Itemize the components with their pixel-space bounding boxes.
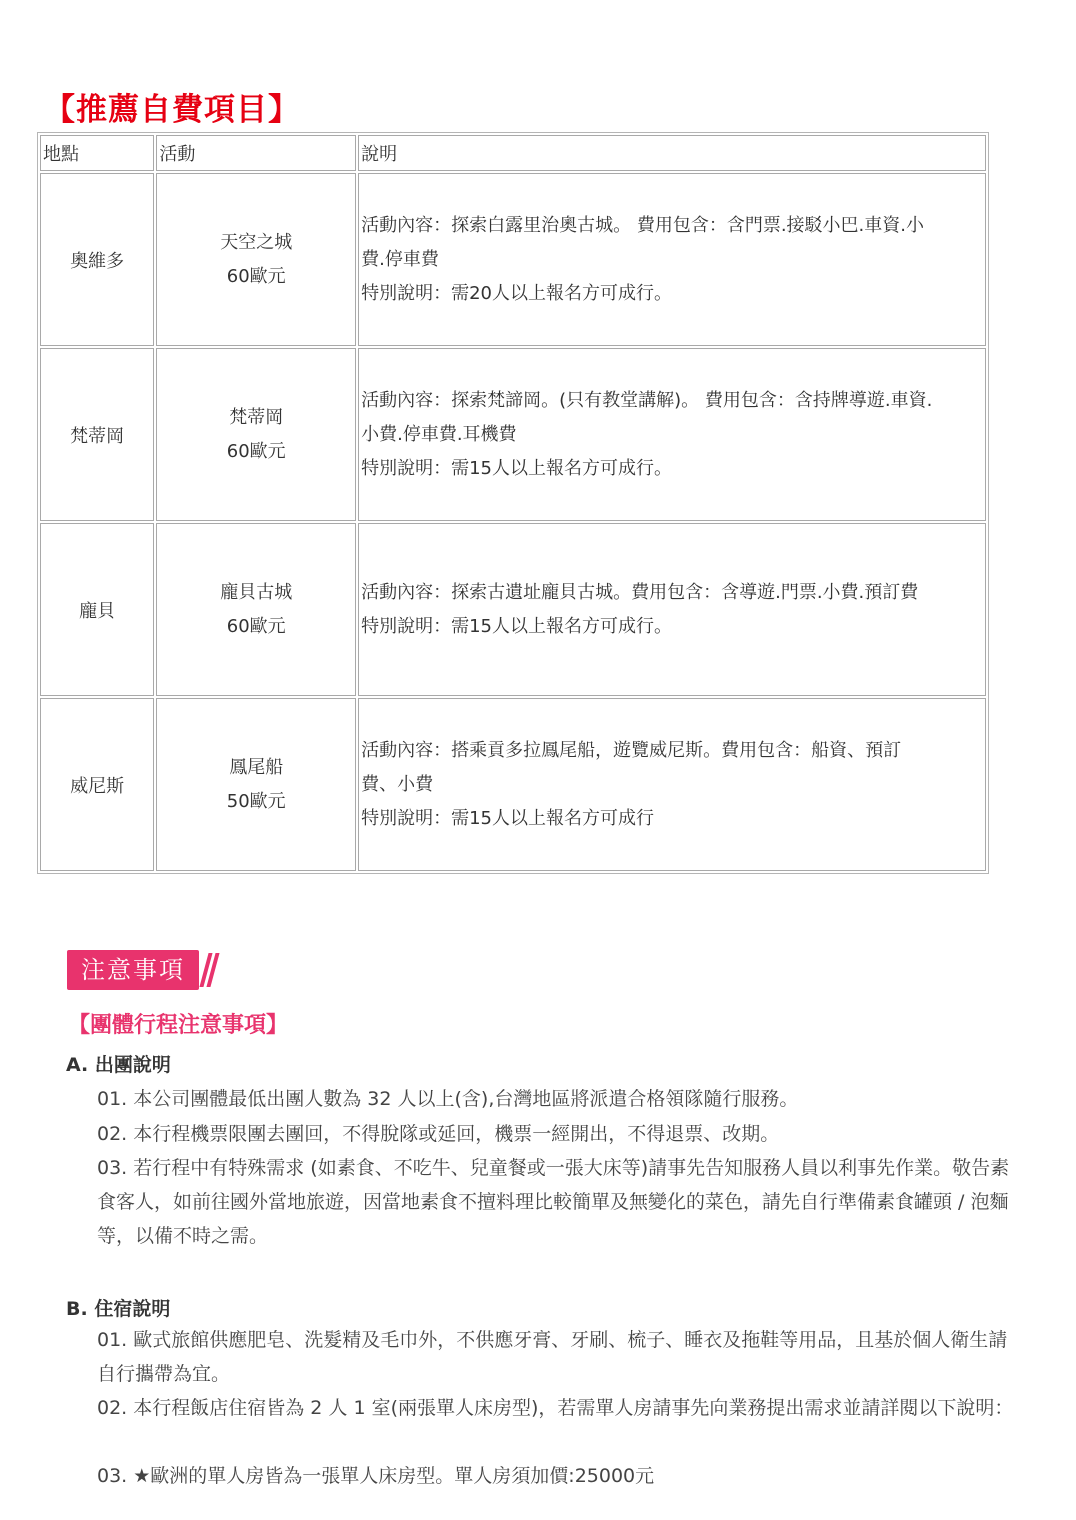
notice-tag	[67, 950, 215, 990]
description-cell	[358, 173, 986, 346]
table-row	[40, 173, 986, 346]
section-b-heading: B. 住宿說明	[66, 1298, 171, 1320]
activity-price: 60歐元	[226, 615, 286, 637]
header-place: 地點	[40, 135, 154, 171]
table-header-row	[40, 135, 986, 171]
activity-name: 鳳尾船	[229, 756, 284, 778]
description-cell	[358, 698, 986, 871]
place-cell: 梵蒂岡	[40, 348, 154, 521]
activity-name: 天空之城	[220, 231, 293, 253]
section-a-item-1: 01. 本公司團體最低出團人數為 32 人以上(含),台灣地區將派遣合格領隊隨行服務。	[97, 1088, 799, 1110]
description-line: 特別說明：需20人以上報名方可成行。	[361, 282, 672, 304]
section-b-item-3: 03. ★歐洲的單人房皆為一張單人床房型。單人房須加價:25000元	[97, 1465, 655, 1487]
description-cell	[358, 348, 986, 521]
header-activity: 活動	[156, 135, 356, 171]
description-line: 活動內容：探索白露里治奧古城。 費用包含：含門票.接駁小巴.車資.小	[361, 214, 924, 236]
activity-cell	[156, 348, 356, 521]
description-line: 活動內容：搭乘貢多拉鳳尾船，遊覽威尼斯。費用包含：船資、預訂	[361, 739, 902, 761]
description-line: 費、小費	[361, 773, 434, 795]
notice-subtitle: 【團體行程注意事項】	[68, 1013, 289, 1038]
notice-tag-label: 注意事項	[67, 950, 199, 990]
place-cell: 威尼斯	[40, 698, 154, 871]
activity-price: 60歐元	[226, 440, 286, 462]
section-a-item-2: 02. 本行程機票限團去團回，不得脫隊或延回，機票一經開出，不得退票、改期。	[97, 1123, 780, 1145]
description-cell	[358, 523, 986, 696]
description-line: 特別說明：需15人以上報名方可成行。	[361, 457, 672, 479]
activity-name: 龐貝古城	[220, 581, 293, 603]
table-row	[40, 348, 986, 521]
activity-cell	[156, 173, 356, 346]
activity-price: 60歐元	[226, 265, 286, 287]
place-cell: 奧維多	[40, 173, 154, 346]
description-line: 小費.停車費.耳機費	[361, 423, 517, 445]
section-b-item-2: 02. 本行程飯店住宿皆為 2 人 1 室(兩張單人床房型)，若需單人房請事先向業務提出需求並請詳閱以下說明：	[97, 1397, 1014, 1419]
section-a-heading: A. 出團說明	[66, 1054, 171, 1076]
description-line: 活動內容：探索古遺址龐貝古城。費用包含：含導遊.門票.小費.預訂費	[361, 581, 919, 603]
activity-cell	[156, 698, 356, 871]
activity-price: 50歐元	[226, 790, 286, 812]
section-title: 【推薦自費項目】	[44, 92, 300, 128]
description-line: 費.停車費	[361, 248, 439, 270]
table-row	[40, 523, 986, 696]
table-row	[40, 698, 986, 871]
description-line: 特別說明：需15人以上報名方可成行	[361, 807, 654, 829]
optional-tours-table	[37, 132, 989, 874]
description-line: 活動內容：探索梵諦岡。(只有教堂講解)。 費用包含：含持牌導遊.車資.	[361, 389, 933, 411]
description-line: 特別說明：需15人以上報名方可成行。	[361, 615, 672, 637]
section-a-item-3: 03. 若行程中有特殊需求 (如素食、不吃牛、兒童餐或一張大床等)請事先告知服務人員以利事先作業。敬告素食客人，如前往國外當地旅遊，因當地素食不擅料理比較簡單及無變化的菜色，請先自行準備素食罐頭 / 泡麵等，以備不時之需。	[97, 1157, 1010, 1247]
header-description: 說明	[358, 135, 986, 171]
activity-cell	[156, 523, 356, 696]
place-cell: 龐貝	[40, 523, 154, 696]
activity-name: 梵蒂岡	[229, 406, 284, 428]
section-b-item-1: 01. 歐式旅館供應肥皂、洗髮精及毛巾外，不供應牙膏、牙刷、梳子、睡衣及拖鞋等用品，且基於個人衛生請自行攜帶為宜。	[97, 1329, 1008, 1385]
